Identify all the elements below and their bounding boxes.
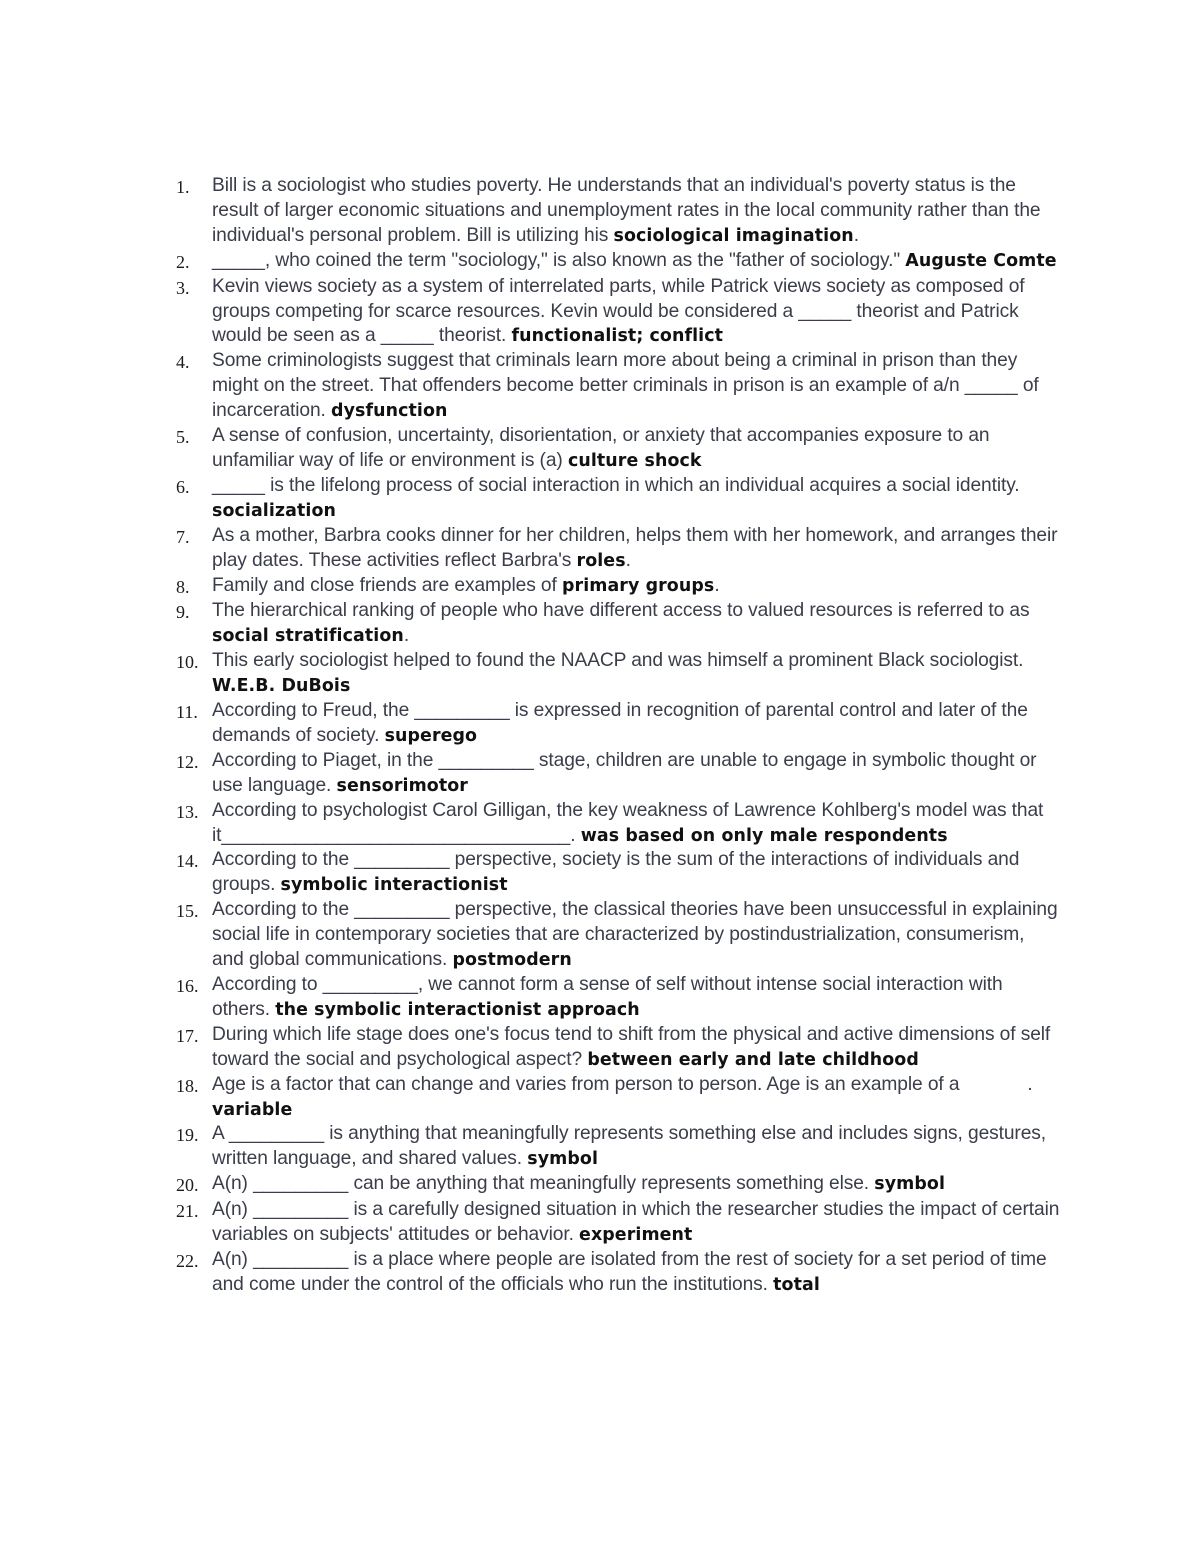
question-item bbox=[160, 848, 1060, 898]
question-text bbox=[212, 1248, 1060, 1298]
question-trailing-punctuation: . bbox=[853, 224, 859, 246]
question-text bbox=[212, 424, 1060, 474]
question-number: 2. bbox=[176, 251, 190, 272]
question-answer: experiment bbox=[579, 1225, 693, 1246]
question-item bbox=[160, 1073, 1060, 1123]
question-item bbox=[160, 599, 1060, 649]
question-item bbox=[160, 799, 1060, 849]
question-prompt: During which life stage does one's focus tend to shift from the physical and active dimensions of self toward the social and psychological aspect? bbox=[212, 1023, 1056, 1070]
question-answer: primary groups bbox=[561, 575, 715, 596]
question-prompt: The hierarchical ranking of people who have different access to valued resources is referred to as bbox=[212, 600, 1035, 622]
question-item bbox=[160, 699, 1060, 749]
question-text bbox=[212, 1122, 1060, 1172]
question-answer: culture shock bbox=[567, 450, 702, 471]
question-trailing-punctuation: . bbox=[625, 549, 631, 571]
question-text bbox=[212, 898, 1063, 973]
question-number: 13. bbox=[176, 801, 199, 822]
question-answer: symbol bbox=[527, 1149, 599, 1170]
question-answer: the symbolic interactionist approach bbox=[275, 999, 640, 1020]
question-prompt: According to _________, we cannot form a sense of self without intense social interaction with others. bbox=[212, 974, 1008, 1020]
question-trailing-punctuation: . bbox=[403, 625, 410, 647]
question-text bbox=[212, 848, 1060, 898]
question-text bbox=[212, 1198, 1065, 1248]
question-item bbox=[160, 349, 1060, 424]
question-prompt: As a mother, Barbra cooks dinner for her children, helps them with her homework, and arranges their play dates. These activities reflect Barbra's bbox=[212, 524, 1063, 571]
question-number: 20. bbox=[176, 1175, 199, 1196]
question-prompt: A(n) _________ is a carefully designed situation in which the researcher studies the impact of certain variables on subjects' attitudes or behavior. bbox=[212, 1199, 1065, 1246]
question-item bbox=[160, 649, 1060, 699]
question-number: 12. bbox=[176, 751, 199, 772]
question-item bbox=[160, 1198, 1065, 1248]
question-prompt: According to the _________ perspective, society is the sum of the interactions of individuals and groups. bbox=[212, 849, 1025, 896]
question-number: 9. bbox=[176, 602, 190, 623]
question-answer: symbol bbox=[874, 1174, 946, 1195]
question-text bbox=[212, 599, 1060, 649]
question-number: 19. bbox=[176, 1125, 199, 1146]
question-text bbox=[212, 174, 1060, 249]
question-text bbox=[212, 474, 1060, 524]
question-number: 6. bbox=[176, 476, 190, 497]
question-number: 5. bbox=[176, 427, 190, 448]
question-prompt: Some criminologists suggest that criminals learn more about being a criminal in prison than they might on the street. That offenders become better criminals in prison is an example of a/n _____ of incarceration. bbox=[212, 350, 1044, 422]
question-number: 4. bbox=[176, 352, 190, 373]
question-text bbox=[212, 749, 1060, 799]
question-answer: roles bbox=[576, 550, 626, 571]
question-text bbox=[212, 699, 1060, 749]
question-answer: dysfunction bbox=[331, 401, 448, 422]
question-text bbox=[212, 649, 1060, 699]
question-number: 11. bbox=[176, 702, 198, 723]
question-prompt: According to psychologist Carol Gilligan, the key weakness of Lawrence Kohlberg's model was that it_________________________________. bbox=[212, 799, 1049, 846]
question-text bbox=[212, 1023, 1060, 1073]
question-number: 17. bbox=[176, 1025, 199, 1046]
question-number: 14. bbox=[176, 851, 199, 872]
question-item bbox=[160, 275, 1060, 350]
question-text bbox=[212, 524, 1063, 574]
question-answer: social stratification bbox=[212, 626, 404, 647]
question-item bbox=[160, 1023, 1060, 1073]
question-text bbox=[212, 973, 1060, 1023]
question-number: 1. bbox=[176, 177, 190, 197]
question-number: 3. bbox=[176, 277, 190, 298]
question-answer: postmodern bbox=[452, 950, 572, 971]
question-number: 21. bbox=[176, 1201, 199, 1222]
question-prompt: According to Freud, the _________ is expressed in recognition of parental control and later of the demands of society. bbox=[212, 700, 1034, 746]
question-text bbox=[212, 799, 1060, 849]
question-answer: functionalist; conflict bbox=[511, 326, 724, 347]
question-prompt: Age is a factor that can change and varies from person to person. Age is an example of a . bbox=[212, 1073, 1038, 1095]
question-item bbox=[160, 574, 1060, 600]
question-prompt: This early sociologist helped to found the NAACP and was himself a prominent Black sociologist. bbox=[212, 650, 1029, 672]
question-prompt: _____, who coined the term "sociology," is also known as the "father of sociology." bbox=[212, 249, 906, 271]
question-prompt: Bill is a sociologist who studies poverty. He understands that an individual's poverty status is the result of larger economic situations and unemployment rates in the local community rather than the individual's personal problem. Bill is utilizing his bbox=[212, 175, 1046, 246]
question-text bbox=[212, 249, 1060, 274]
question-answer: socialization bbox=[212, 500, 336, 521]
question-text bbox=[212, 349, 1060, 424]
question-item bbox=[160, 174, 1060, 249]
question-number: 8. bbox=[176, 576, 190, 597]
question-answer: sociological imagination bbox=[613, 225, 854, 246]
question-prompt: A(n) _________ is a place where people are isolated from the rest of society for a set period of time and come under the control of the officials who run the institutions. bbox=[212, 1248, 1052, 1295]
question-number: 7. bbox=[176, 526, 190, 547]
question-prompt: _____ is the lifelong process of social interaction in which an individual acquires a social identity. bbox=[212, 474, 1025, 496]
question-prompt: According to Piaget, in the _________ stage, children are unable to engage in symbolic thought or use language. bbox=[212, 749, 1042, 796]
question-number: 16. bbox=[176, 976, 199, 996]
question-text bbox=[212, 275, 1060, 350]
question-answer: was based on only male respondents bbox=[580, 825, 948, 846]
question-item bbox=[160, 749, 1060, 799]
question-item bbox=[160, 424, 1060, 474]
question-answer: sensorimotor bbox=[336, 775, 468, 796]
question-item bbox=[160, 1122, 1060, 1172]
question-answer: superego bbox=[384, 725, 478, 746]
question-text bbox=[212, 574, 1060, 599]
question-prompt: According to the _________ perspective, the classical theories have been unsuccessful in explaining social life in contemporary societies that are characterized by postindustrialization, consumerism, and global communications. bbox=[212, 899, 1063, 971]
question-item bbox=[160, 524, 1063, 574]
question-prompt: Family and close friends are examples of bbox=[212, 574, 562, 596]
question-number: 22. bbox=[176, 1250, 199, 1271]
question-item bbox=[160, 898, 1063, 973]
question-item bbox=[160, 1248, 1060, 1298]
question-item bbox=[160, 249, 1060, 275]
question-item bbox=[160, 1172, 1060, 1198]
question-prompt: A(n) _________ can be anything that meaningfully represents something else. bbox=[212, 1173, 875, 1195]
question-answer: Auguste Comte bbox=[905, 250, 1057, 271]
question-item bbox=[160, 474, 1060, 524]
question-answer: between early and late childhood bbox=[587, 1049, 919, 1070]
question-prompt: Kevin views society as a system of interrelated parts, while Patrick views society as composed of groups competing for scarce resources. Kevin would be considered a _____ theorist and Patrick would be seen as a _____ theorist. bbox=[212, 275, 1030, 347]
question-answer: total bbox=[773, 1274, 820, 1295]
question-answer: W.E.B. DuBois bbox=[212, 676, 351, 697]
question-number: 15. bbox=[176, 901, 199, 922]
question-list bbox=[160, 174, 1065, 1298]
question-text bbox=[212, 1172, 1060, 1197]
question-answer: variable bbox=[212, 1099, 293, 1120]
question-item bbox=[160, 973, 1060, 1023]
question-trailing-punctuation: . bbox=[714, 574, 720, 596]
question-prompt: A sense of confusion, uncertainty, disorientation, or anxiety that accompanies exposure to an unfamiliar way of life or environment is (a) bbox=[212, 425, 995, 471]
question-number: 18. bbox=[176, 1075, 199, 1096]
question-text bbox=[212, 1073, 1060, 1123]
question-number: 10. bbox=[176, 652, 199, 673]
question-answer: symbolic interactionist bbox=[280, 875, 508, 896]
question-prompt: A _________ is anything that meaningfully represents something else and includes signs, gestures, written language, and shared values. bbox=[212, 1123, 1052, 1170]
